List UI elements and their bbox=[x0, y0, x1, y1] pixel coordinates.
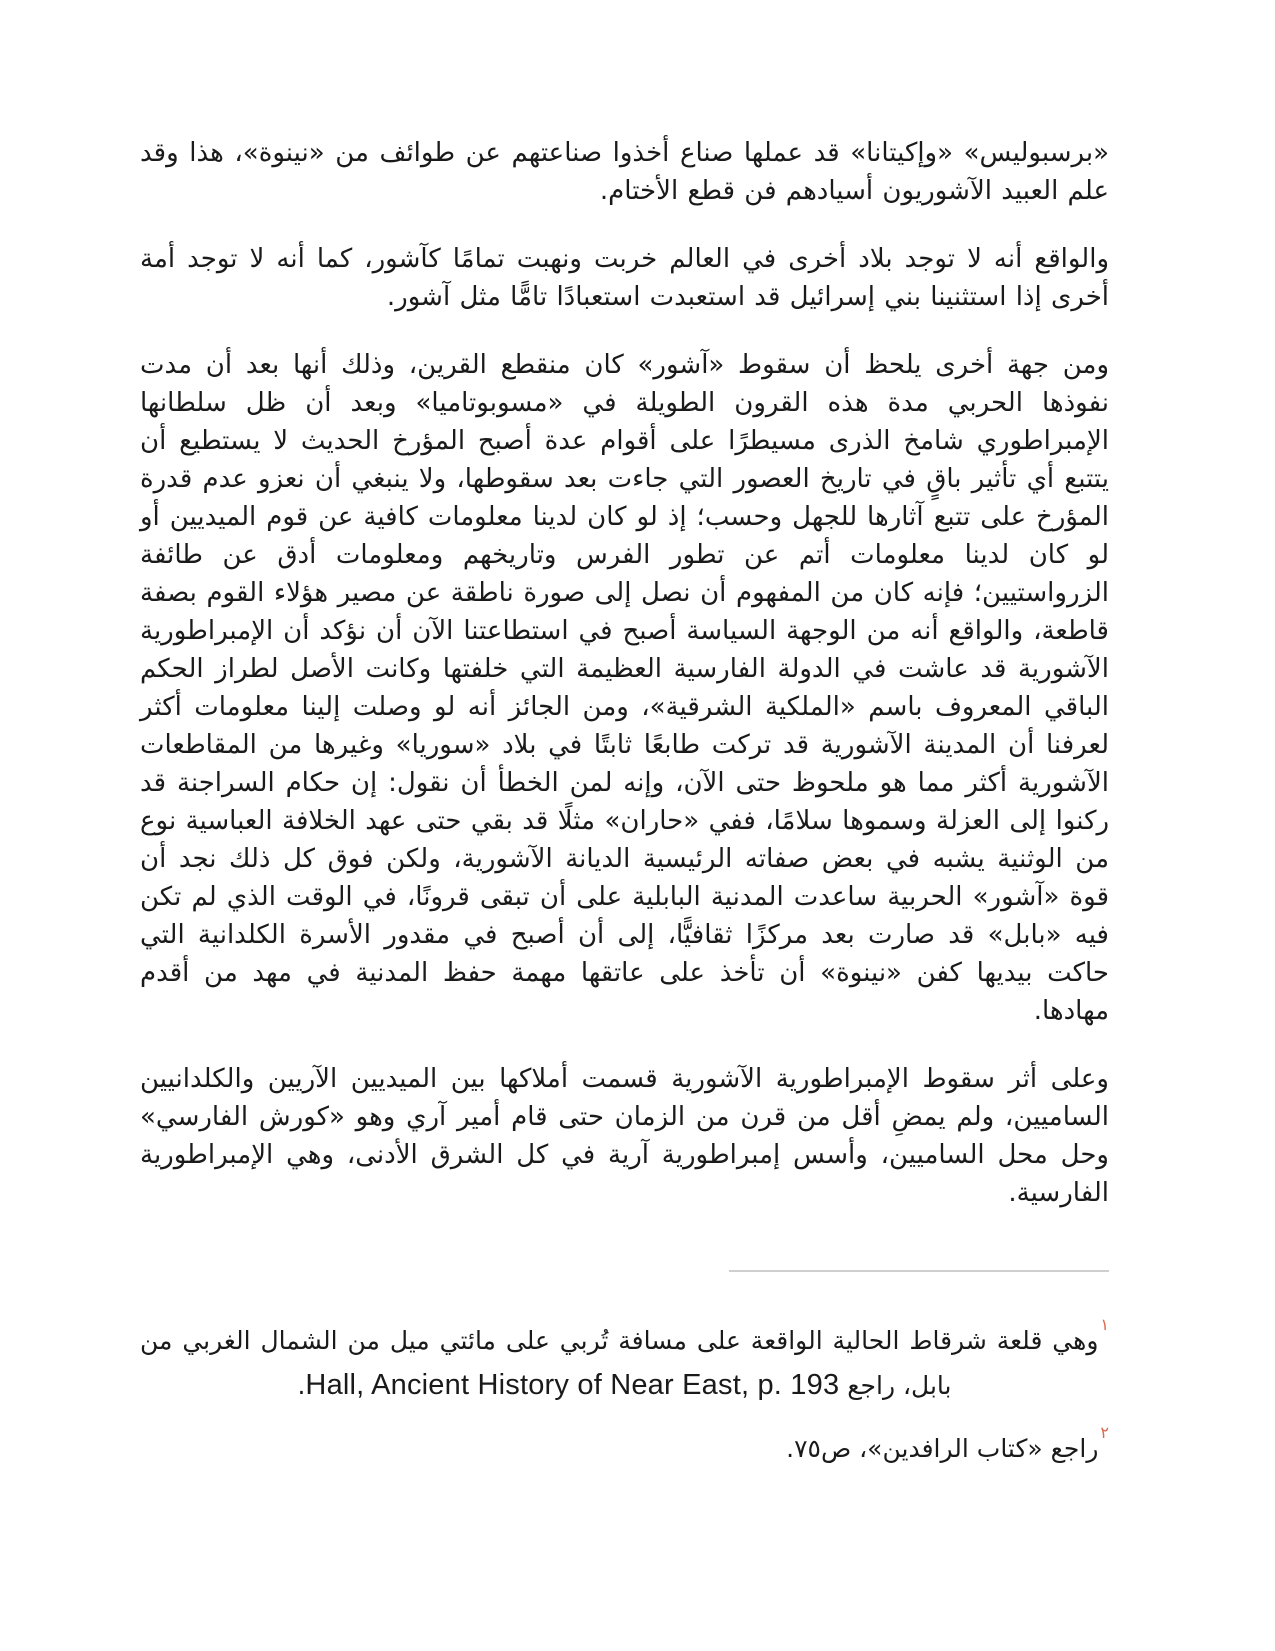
footnotes-section bbox=[140, 1270, 1109, 1471]
footnote-1-suffix: . bbox=[297, 1371, 306, 1400]
footnote-divider bbox=[729, 1270, 1109, 1272]
body-paragraph-3: ومن جهة أخرى يلحظ أن سقوط «آشور» كان منقطع القرين، وذلك أنها بعد أن مدت نفوذها الحربي مدة هذه القرون الطويلة في «مسوبوتاميا» وبعد أن ظل سلطانها الإمبراطوري شامخ الذرى مسيطرًا على أقوام عدة أصبح المؤرخ الحديث لا يستطيع أن يتتبع أي تأثير باقٍ في تاريخ العصور التي جاءت بعد سقوطها، ولا ينبغي أن نعزو عدم قدرة المؤرخ على تتبع آثارها للجهل وحسب؛ إذ لو كان لدينا معلومات كافية عن قوم الميديين أو لو كان لدينا معلومات أتم عن تطور الفرس وتاريخهم ومعلومات أدق عن طائفة الزرواستيين؛ فإنه كان من المفهوم أن نصل إلى صورة ناطقة عن مصير هؤلاء القوم بصفة قاطعة، والواقع أنه من الوجهة السياسة أصبح في استطاعتنا الآن أن نؤكد أن الإمبراطورية الآشورية قد عاشت في الدولة الفارسية العظيمة التي خلفتها وكانت الأصل لطراز الحكم الباقي المعروف باسم «الملكية الشرقية»، ومن الجائز أنه لو وصلت إلينا معلومات أكثر لعرفنا أن المدينة الآشورية قد تركت طابعًا ثابتًا في بلاد «سوريا» وغيرها من المقاطعات الآشورية أكثر مما هو ملحوظ حتى الآن، وإنه لمن الخطأ أن نقول: إن حكام السراجنة قد ركنوا إلى العزلة وسموها سلامًا، ففي «حاران» مثلًا قد بقي حتى عهد الخلافة العباسية نوع من الوثنية يشبه في بعض صفاته الرئيسية الديانة الآشورية، ولكن فوق كل ذلك نجد أن قوة «آشور» الحربية ساعدت المدنية البابلية على أن تبقى قرونًا، في الوقت الذي لم تكن فيه «بابل» قد صارت بعد مركزًا ثقافيًّا، إلى أن أصبح في مقدور الأسرة الكلدانية التي حاكت بيديها كفن «نينوة» أن تأخذ على عاتقها مهمة حفظ المدنية في مهد من أقدم مهادها. bbox=[140, 350, 1109, 1026]
footnote-1-marker[interactable]: ١ bbox=[1100, 1314, 1109, 1334]
body-paragraph-4: وعلى أثر سقوط الإمبراطورية الآشورية قسمت أملاكها بين الميديين الآريين والكلدانيين الساميين، ولم يمضِ أقل من قرن من الزمان حتى قام أمير آري وهو «كورش الفارسي» وحل محل الساميين، وأسس إمبراطورية آرية في كل الشرق الأدنى، وهي الإمبراطورية الفارسية. bbox=[140, 1064, 1109, 1208]
footnote-1-text: وهي قلعة شرقاط الحالية الواقعة على مسافة تُربي على مائتي ميل من الشمال الغربي من بابل، راجع bbox=[140, 1326, 1099, 1400]
footnote-1-citation: Hall, Ancient History of Near East, p. 193 bbox=[305, 1369, 840, 1401]
footnote-1 bbox=[140, 1314, 1109, 1408]
footnote-2-marker[interactable]: ٢ bbox=[1100, 1422, 1109, 1442]
body-paragraph-1: «برسبوليس» «وإكيتانا» قد عملها صناع أخذوا صناعتهم عن طوائف من «نينوة»، هذا وقد علم العبيد الآشوريون أسيادهم فن قطع الأختام. bbox=[140, 138, 1109, 206]
footnote-2 bbox=[140, 1422, 1109, 1471]
body-paragraph-2: والواقع أنه لا توجد بلاد أخرى في العالم خربت ونهبت تمامًا كآشور، كما أنه لا توجد أمة أخرى إذا استثنينا بني إسرائيل قد استعبدت استعبادًا تامًّا مثل آشور. bbox=[140, 244, 1109, 312]
footnote-2-text: راجع «كتاب الرافدين»، ص٧٥. bbox=[786, 1434, 1099, 1463]
